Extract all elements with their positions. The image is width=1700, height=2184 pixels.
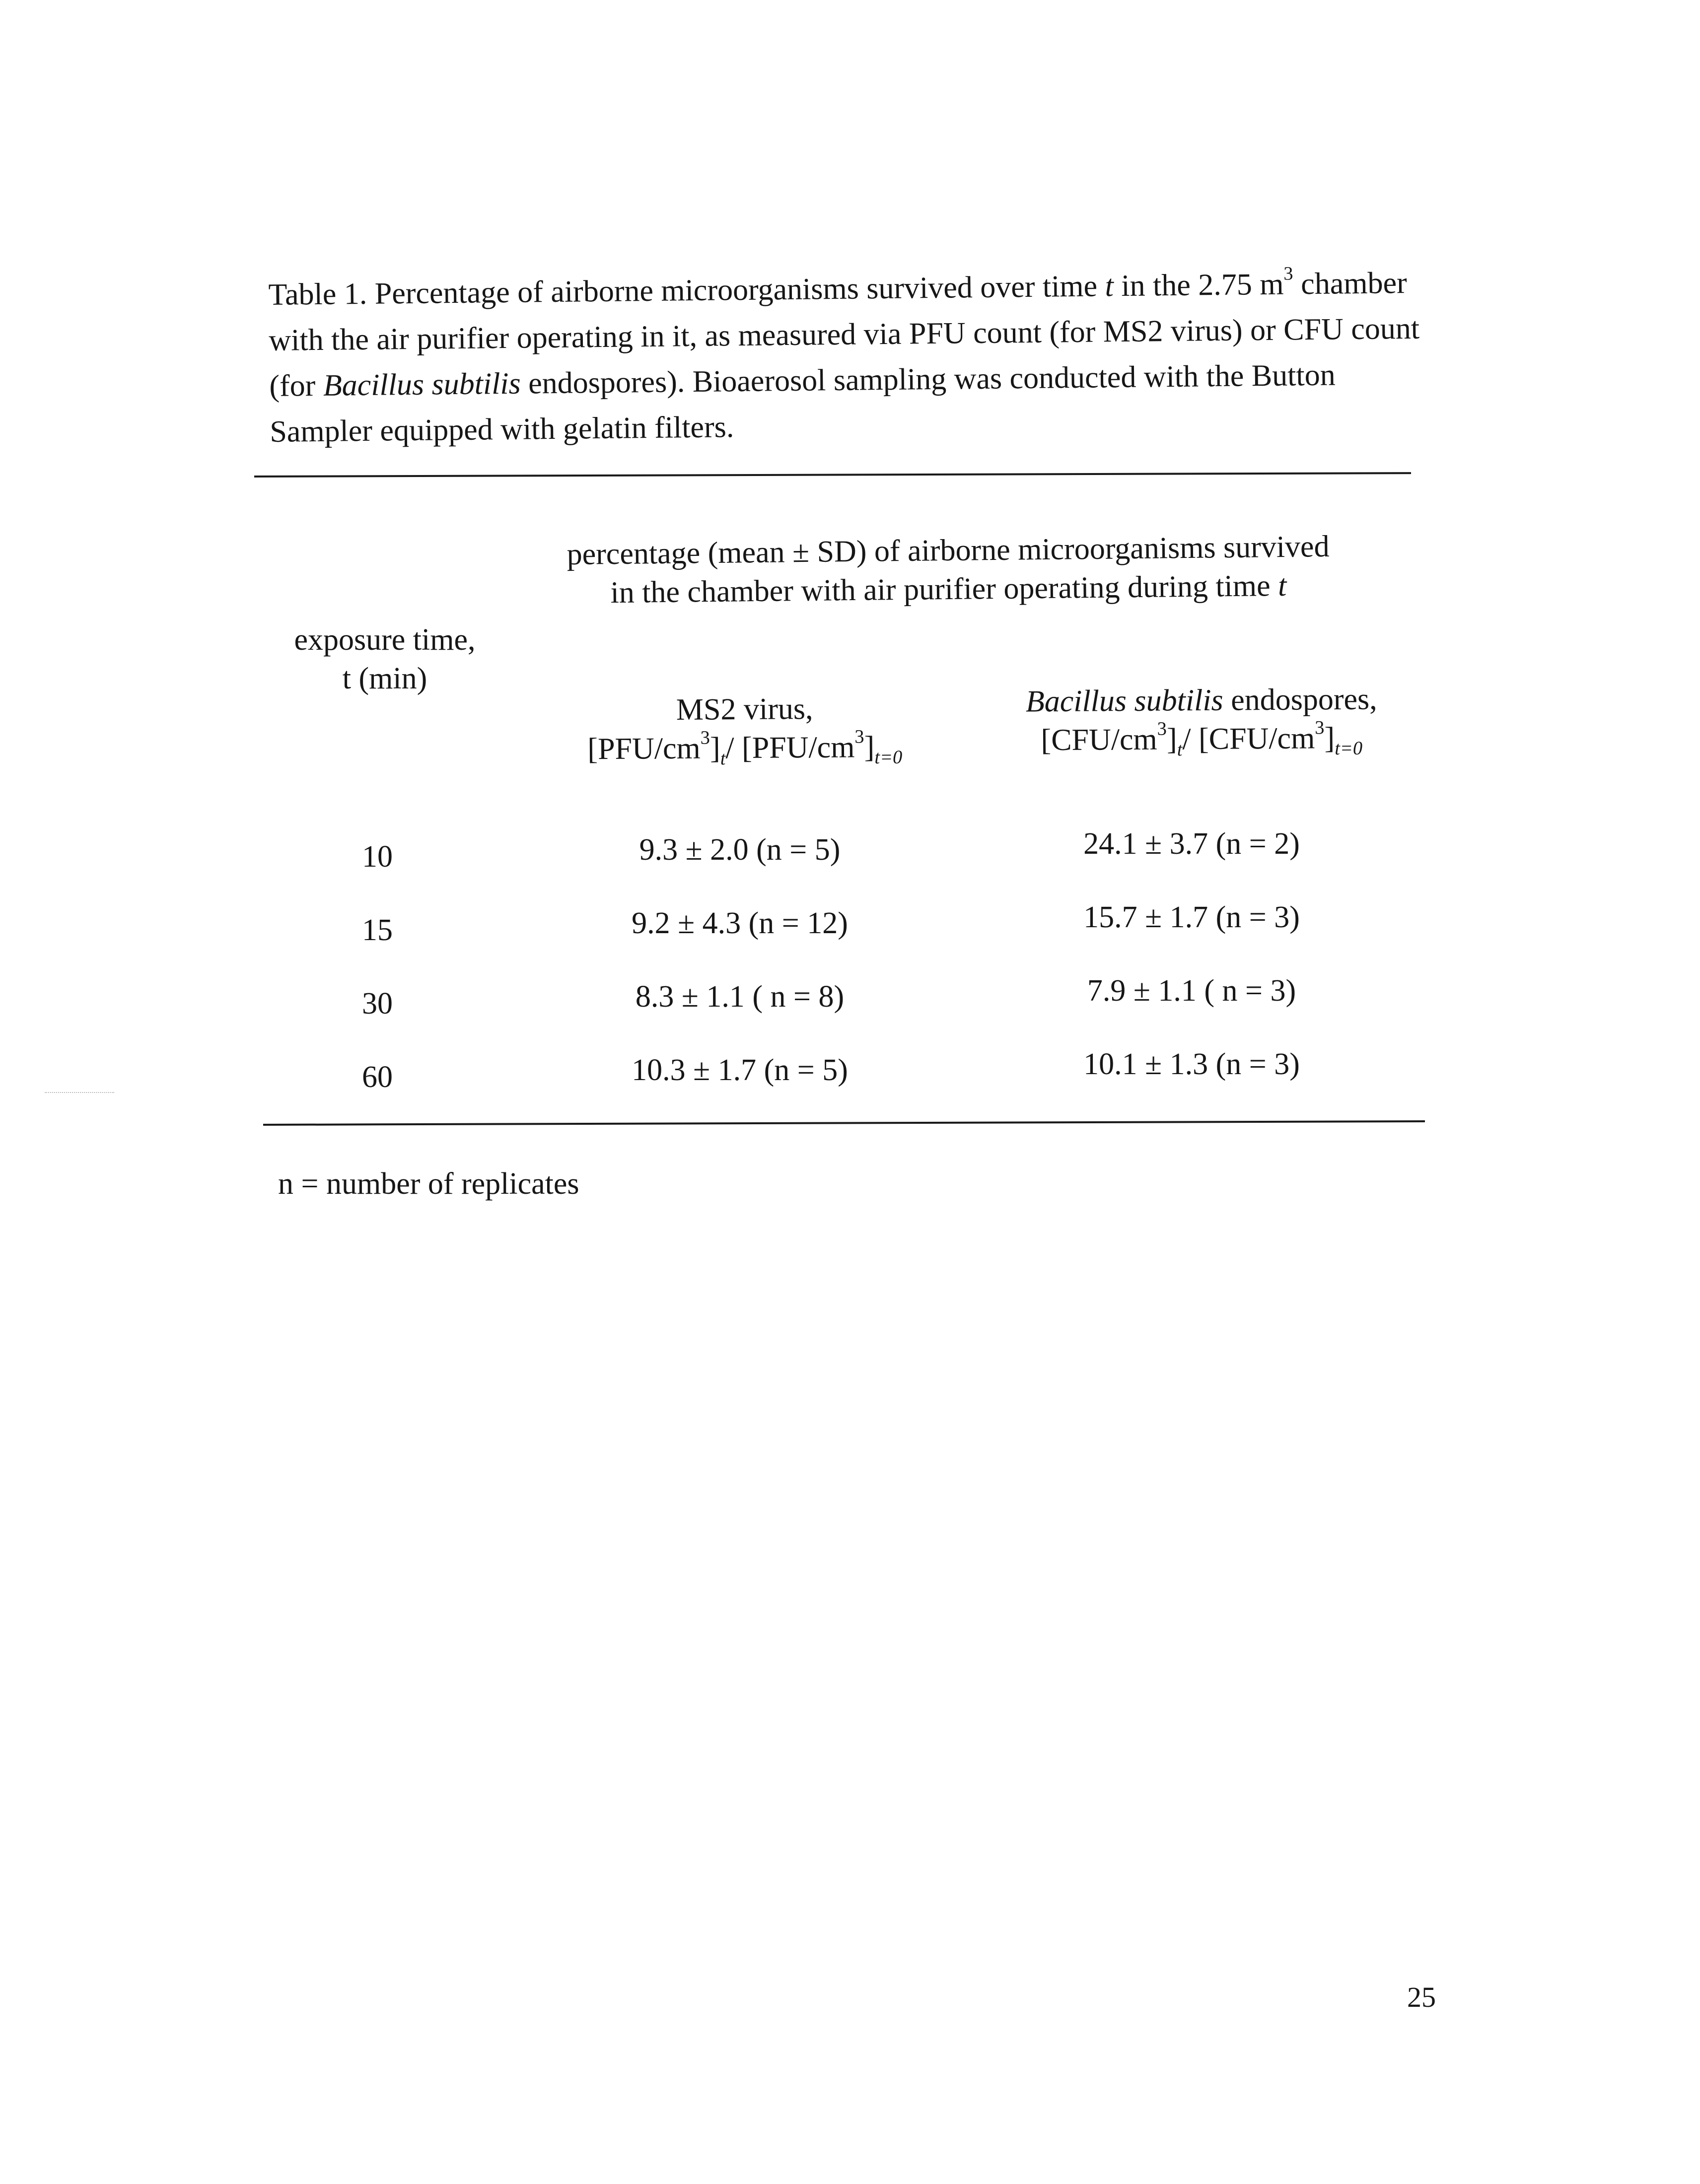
caption-text: in the 2.75 m bbox=[1121, 267, 1284, 303]
caption-italic-t: t bbox=[1105, 269, 1114, 303]
table-cell-bs: 24.1 ± 3.7 (n = 2) bbox=[1083, 827, 1300, 861]
group-header bbox=[526, 527, 1371, 613]
scan-mark bbox=[45, 1092, 114, 1094]
caption-species-name: Bacillus subtilis bbox=[323, 366, 521, 403]
ms2-column-header bbox=[526, 688, 963, 769]
ms2-unit: $[PFU/cm^3]_t/$ $[PFU/cm^3]_{t=0}$ bbox=[587, 726, 903, 769]
table-cell-bs: 10.1 ± 1.3 (n = 3) bbox=[1083, 1047, 1300, 1081]
time-column-header bbox=[263, 620, 506, 698]
table-cell-time: 15 bbox=[362, 913, 393, 947]
table-cell-bs: 15.7 ± 1.7 (n = 3) bbox=[1083, 900, 1300, 934]
table-cell-time: 10 bbox=[362, 840, 393, 874]
table-caption bbox=[268, 260, 1422, 455]
top-rule bbox=[254, 472, 1411, 478]
table-cell-time: 30 bbox=[362, 987, 393, 1021]
group-header-line: percentage (mean ± SD) of airborne microorganisms survived bbox=[567, 529, 1330, 572]
group-header-italic-t: t bbox=[1277, 568, 1287, 603]
table-cell-time: 60 bbox=[362, 1060, 393, 1094]
caption-text: chamber with the air purifier operating in it, as measured via PFU count (for MS2 virus) or CFU count (for bbox=[269, 266, 1420, 403]
bs-species-name: Bacillus subtilis bbox=[1025, 683, 1223, 719]
time-header-line: t (min) bbox=[342, 662, 427, 695]
footnote: n = number of replicates bbox=[278, 1167, 579, 1201]
table-cell-ms2: 9.3 ± 2.0 (n = 5) bbox=[639, 833, 841, 867]
caption-text: Table 1. Percentage of airborne microorganisms survived over time bbox=[268, 269, 1098, 312]
bs-header-line: Bacillus subtilis endospores, bbox=[1025, 682, 1377, 719]
table-cell-bs: 7.9 ± 1.1 ( n = 3) bbox=[1087, 974, 1296, 1008]
table-cell-ms2: 8.3 ± 1.1 ( n = 8) bbox=[635, 980, 845, 1014]
group-header-line: in the chamber with air purifier operating during time bbox=[610, 569, 1271, 610]
table-cell-ms2: 9.2 ± 4.3 (n = 12) bbox=[632, 906, 848, 940]
page-number: 25 bbox=[1407, 1981, 1436, 2013]
table-cell-ms2: 10.3 ± 1.7 (n = 5) bbox=[632, 1053, 848, 1087]
bs-unit: $[CFU/cm^3]_t/$ $[CFU/cm^3]_{t=0}$ bbox=[1041, 717, 1363, 760]
caption-superscript: 3 bbox=[1283, 263, 1293, 284]
bottom-rule bbox=[263, 1120, 1425, 1126]
time-header-line: exposure time, bbox=[294, 623, 476, 657]
caption-text: endospores). Bioaerosol sampling was conducted with the Button Sampler equipped with gelatin filters. bbox=[270, 358, 1336, 449]
ms2-header-line: MS2 virus, bbox=[676, 692, 813, 727]
bs-column-header bbox=[983, 680, 1420, 760]
